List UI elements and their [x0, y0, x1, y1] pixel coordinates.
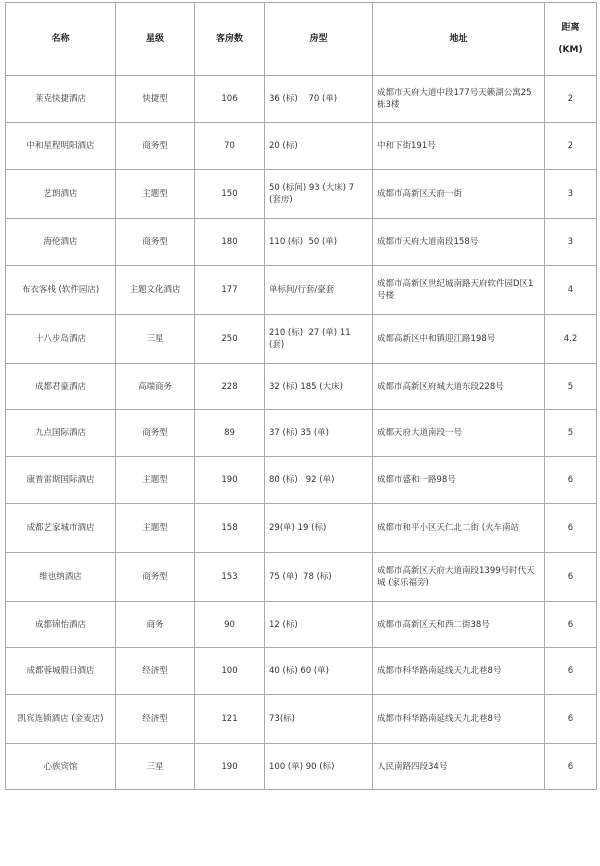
hotel-room-type: 12 (标) — [265, 602, 373, 648]
table-row — [6, 266, 597, 315]
hotel-address: 成都市科华路南延线天九北巷8号 — [373, 648, 545, 695]
hotel-distance: 5 — [545, 410, 597, 457]
hotel-star: 主题型 — [116, 457, 195, 504]
hotel-room-type: 29(单) 19 (标) — [265, 504, 373, 553]
table-row — [6, 744, 597, 790]
hotel-distance: 6 — [545, 695, 597, 744]
hotel-address: 成都市科华路南延线天九北巷8号 — [373, 695, 545, 744]
hotel-distance: 6 — [545, 504, 597, 553]
hotel-distance: 5 — [545, 364, 597, 410]
hotel-rooms: 228 — [195, 364, 265, 410]
hotel-name: 十八步岛酒店 — [6, 315, 116, 364]
hotel-rooms: 106 — [195, 76, 265, 123]
hotel-address: 成都市天府大道南段158号 — [373, 219, 545, 266]
hotel-rooms: 158 — [195, 504, 265, 553]
hotel-rooms: 250 — [195, 315, 265, 364]
hotel-name: 成都锦怡酒店 — [6, 602, 116, 648]
hotel-star: 主题文化酒店 — [116, 266, 195, 315]
hotel-rooms: 150 — [195, 170, 265, 219]
hotel-star: 商务型 — [116, 553, 195, 602]
hotel-room-type: 100 (单) 90 (标) — [265, 744, 373, 790]
hotel-room-type: 50 (标间) 93 (大床) 7 (套房) — [265, 170, 373, 219]
hotel-rooms: 70 — [195, 123, 265, 170]
table-row — [6, 410, 597, 457]
hotel-address: 成都市盛和一路98号 — [373, 457, 545, 504]
hotel-distance: 6 — [545, 553, 597, 602]
hotel-name: 海伦酒店 — [6, 219, 116, 266]
hotel-address: 成都市天府大道中段177号天籁湖公寓25栋3楼 — [373, 76, 545, 123]
hotel-name: 凯宾连锁酒店 (金麦店) — [6, 695, 116, 744]
hotel-room-type: 40 (标) 60 (单) — [265, 648, 373, 695]
hotel-star: 三星 — [116, 744, 195, 790]
hotel-rooms: 90 — [195, 602, 265, 648]
header-distance — [545, 3, 597, 76]
hotel-name: 维也纳酒店 — [6, 553, 116, 602]
hotel-rooms: 177 — [195, 266, 265, 315]
hotel-room-type: 单标间/行套/豪套 — [265, 266, 373, 315]
hotel-distance: 3 — [545, 219, 597, 266]
hotel-address: 成都市高新区天府一街 — [373, 170, 545, 219]
hotel-address: 成都市高新区天和西二街38号 — [373, 602, 545, 648]
table-row — [6, 219, 597, 266]
table-row — [6, 695, 597, 744]
table-row — [6, 364, 597, 410]
hotel-room-type: 37 (标) 35 (单) — [265, 410, 373, 457]
hotel-name: 成都艺家城市酒店 — [6, 504, 116, 553]
table-row — [6, 123, 597, 170]
hotel-star: 商务型 — [116, 219, 195, 266]
hotel-rooms: 89 — [195, 410, 265, 457]
hotel-address: 成都市高新区天府大道南段1399号时代天城 (家乐福旁) — [373, 553, 545, 602]
hotel-star: 主题型 — [116, 504, 195, 553]
hotel-table — [5, 2, 597, 790]
header-address: 地址 — [373, 3, 545, 76]
hotel-star: 商务型 — [116, 123, 195, 170]
hotel-distance: 6 — [545, 457, 597, 504]
table-row — [6, 315, 597, 364]
hotel-name: 布衣客栈 (软件园店) — [6, 266, 116, 315]
hotel-address: 中和下街191号 — [373, 123, 545, 170]
table-row — [6, 553, 597, 602]
hotel-star: 经济型 — [116, 648, 195, 695]
hotel-name: 成都蓉城假日酒店 — [6, 648, 116, 695]
hotel-star: 商务型 — [116, 410, 195, 457]
hotel-address: 人民南路四段34号 — [373, 744, 545, 790]
hotel-name: 九点国际酒店 — [6, 410, 116, 457]
hotel-rooms: 100 — [195, 648, 265, 695]
hotel-name: 艺朗酒店 — [6, 170, 116, 219]
hotel-name: 莱克快捷酒店 — [6, 76, 116, 123]
hotel-rooms: 121 — [195, 695, 265, 744]
hotel-distance: 2 — [545, 123, 597, 170]
hotel-room-type: 20 (标) — [265, 123, 373, 170]
hotel-room-type: 73(标) — [265, 695, 373, 744]
table-row — [6, 648, 597, 695]
hotel-star: 主题型 — [116, 170, 195, 219]
table-row — [6, 602, 597, 648]
hotel-room-type: 210 (标) 27 (单) 11 (套) — [265, 315, 373, 364]
hotel-rooms: 190 — [195, 744, 265, 790]
hotel-name: 康普雷斯国际酒店 — [6, 457, 116, 504]
hotel-star: 商务 — [116, 602, 195, 648]
hotel-star: 高端商务 — [116, 364, 195, 410]
hotel-distance: 6 — [545, 744, 597, 790]
hotel-distance: 2 — [545, 76, 597, 123]
hotel-address: 成都天府大道南段一号 — [373, 410, 545, 457]
header-rooms: 客房数 — [195, 3, 265, 76]
table-row — [6, 457, 597, 504]
table-row — [6, 504, 597, 553]
hotel-name: 成都君豪酒店 — [6, 364, 116, 410]
hotel-address: 成都高新区中和镇迎江路198号 — [373, 315, 545, 364]
hotel-room-type: 80 (标) 92 (单) — [265, 457, 373, 504]
hotel-distance: 6 — [545, 602, 597, 648]
hotel-room-type: 110 (标) 50 (单) — [265, 219, 373, 266]
hotel-address: 成都市和平小区天仁北二街 (火车南站 — [373, 504, 545, 553]
table-row — [6, 76, 597, 123]
header-star: 星级 — [116, 3, 195, 76]
hotel-distance: 3 — [545, 170, 597, 219]
hotel-rooms: 180 — [195, 219, 265, 266]
hotel-distance: 4.2 — [545, 315, 597, 364]
header-distance-unit: (KM) — [558, 45, 583, 55]
hotel-rooms: 153 — [195, 553, 265, 602]
header-row — [6, 3, 597, 76]
header-distance-label: 距离 — [561, 23, 580, 33]
hotel-name: 心族宾馆 — [6, 744, 116, 790]
hotel-rooms: 190 — [195, 457, 265, 504]
hotel-name: 中和星程明阳酒店 — [6, 123, 116, 170]
hotel-distance: 6 — [545, 648, 597, 695]
header-name: 名称 — [6, 3, 116, 76]
hotel-address: 成都市高新区世纪城南路天府软件园D区1号楼 — [373, 266, 545, 315]
header-room-type: 房型 — [265, 3, 373, 76]
hotel-distance: 4 — [545, 266, 597, 315]
hotel-star: 经济型 — [116, 695, 195, 744]
hotel-room-type: 36 (标) 70 (单) — [265, 76, 373, 123]
table-row — [6, 170, 597, 219]
hotel-star: 快捷型 — [116, 76, 195, 123]
hotel-star: 三星 — [116, 315, 195, 364]
hotel-room-type: 32 (标) 185 (大床) — [265, 364, 373, 410]
hotel-room-type: 75 (单) 78 (标) — [265, 553, 373, 602]
hotel-address: 成都市高新区府城大道东段228号 — [373, 364, 545, 410]
